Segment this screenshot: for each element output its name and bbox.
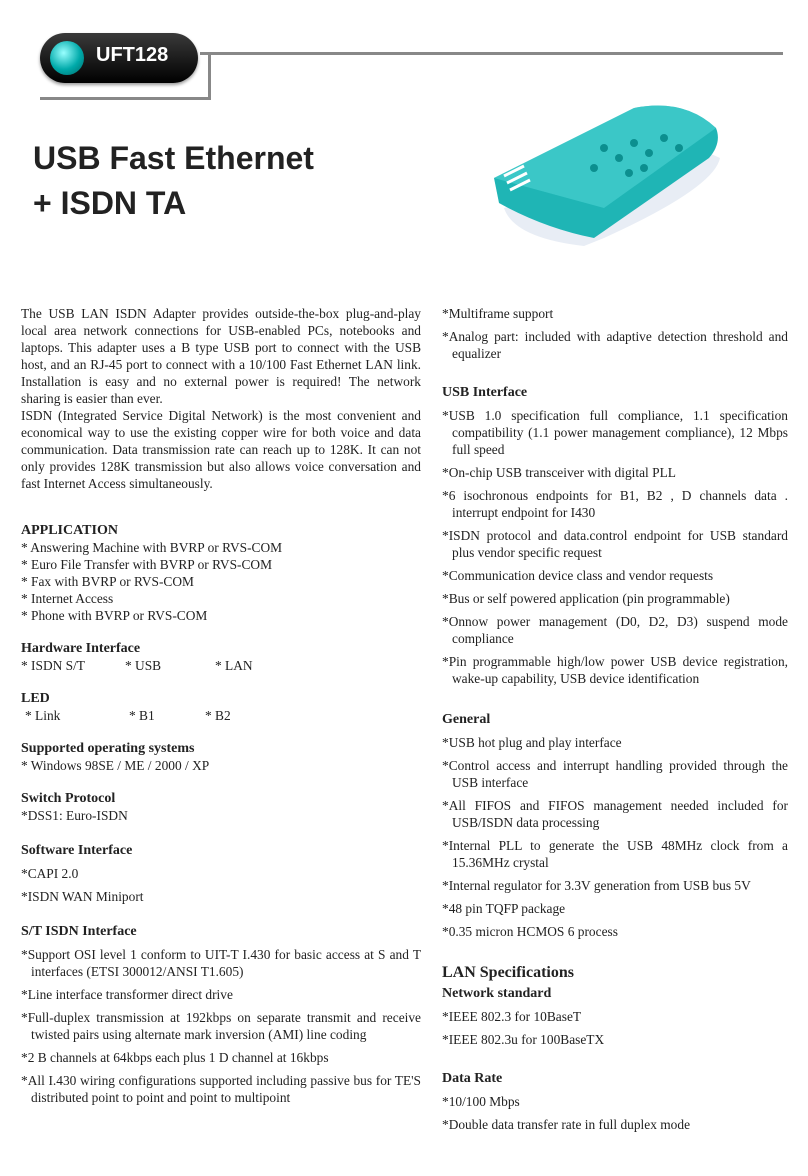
st-heading: S/T ISDN Interface bbox=[21, 924, 137, 939]
hardware-items bbox=[21, 657, 421, 674]
general-heading: General bbox=[442, 712, 491, 727]
hardware-item-isdn: * ISDN S/T bbox=[21, 658, 85, 673]
usb-item: *Onnow power management (D0, D2, D3) suspend mode compliance bbox=[442, 614, 788, 646]
network-item: *IEEE 802.3 for 10BaseT bbox=[442, 1009, 582, 1024]
model-badge bbox=[40, 33, 198, 83]
application-item: * Euro File Transfer with BVRP or RVS-COM bbox=[21, 557, 273, 572]
usb-item: *Bus or self powered application (pin programmable) bbox=[442, 591, 730, 606]
title-line-2: + ISDN TA bbox=[33, 185, 187, 221]
general-item: *Internal regulator for 3.3V generation from USB bus 5V bbox=[442, 878, 751, 893]
st-item-continued: *Multiframe support bbox=[442, 306, 554, 321]
page-title bbox=[33, 136, 314, 226]
header-rule-vertical bbox=[208, 52, 211, 100]
badge-dot-icon bbox=[50, 41, 84, 75]
application-item: * Phone with BVRP or RVS-COM bbox=[21, 608, 208, 623]
usb-item: *On-chip USB transceiver with digital PLL bbox=[442, 465, 676, 480]
usb-item: *Pin programmable high/low power USB device registration, wake-up capability, USB device identification bbox=[442, 654, 788, 686]
usb-item: *Communication device class and vendor requests bbox=[442, 568, 714, 583]
intro-paragraph-2: ISDN (Integrated Service Digital Network) is the most convenient and economical way to use the existing copper wire for both voice and data communication. Data transmission rate can reach up to 128K. It can not only provides 128K transmission but also allows voice conversation and fast Internet Access simultaneously. bbox=[21, 408, 421, 491]
hardware-item-usb: * USB bbox=[125, 658, 162, 673]
network-standard-heading: Network standard bbox=[442, 986, 552, 1001]
header-rule bbox=[200, 52, 783, 55]
left-column bbox=[21, 305, 421, 1106]
st-item: *Full-duplex transmission at 192kbps on separate transmit and receive twisted pairs using alternate mark inversion (AMI) line coding bbox=[21, 1010, 421, 1042]
software-item: *CAPI 2.0 bbox=[21, 866, 79, 881]
st-item-continued: *Analog part: included with adaptive detection threshold and equalizer bbox=[442, 329, 788, 361]
os-heading: Supported operating systems bbox=[21, 741, 195, 756]
network-item: *IEEE 802.3u for 100BaseTX bbox=[442, 1032, 605, 1047]
title-line-1: USB Fast Ethernet bbox=[33, 140, 314, 176]
header-rule-bottom bbox=[40, 97, 211, 100]
right-column bbox=[442, 305, 788, 1133]
switch-text: *DSS1: Euro-ISDN bbox=[21, 808, 128, 823]
usb-item: *6 isochronous endpoints for B1, B2 , D channels data . interrupt endpoint for I430 bbox=[442, 488, 788, 520]
hardware-item-lan: * LAN bbox=[215, 658, 253, 673]
lan-heading: LAN Specifications bbox=[442, 964, 574, 981]
model-label: UFT128 bbox=[96, 44, 169, 66]
general-item: *0.35 micron HCMOS 6 process bbox=[442, 924, 618, 939]
general-item: *Control access and interrupt handling provided through the USB interface bbox=[442, 758, 788, 790]
intro-paragraph-1: The USB LAN ISDN Adapter provides outside-the-box plug-and-play local area network connections for USB-enabled PCs, notebooks and laptops. This adapter uses a B type USB port to connect with the USB host, and an RJ-45 port to connect with a 10/100 Fast Ethernet LAN link. Installation is easy and no external power is required! The network sharing is easier than ever. bbox=[21, 306, 421, 406]
led-item-link: * Link bbox=[25, 708, 61, 723]
general-item: *48 pin TQFP package bbox=[442, 901, 566, 916]
led-item-b1: * B1 bbox=[129, 708, 155, 723]
st-item: *Line interface transformer direct drive bbox=[21, 987, 233, 1002]
software-heading: Software Interface bbox=[21, 843, 133, 858]
st-item: *All I.430 wiring configurations supported including passive bus for TE'S distributed point to point and point to multipoint bbox=[21, 1073, 421, 1105]
general-item: *USB hot plug and play interface bbox=[442, 735, 622, 750]
application-item: * Fax with BVRP or RVS-COM bbox=[21, 574, 194, 589]
application-heading: APPLICATION bbox=[21, 523, 118, 538]
usb-item: *USB 1.0 specification full compliance, 1.1 specification compatibility (1.1 power management compliance), 12 Mbps full speed bbox=[442, 408, 788, 457]
general-item: *All FIFOS and FIFOS management needed included for USB/ISDN data processing bbox=[442, 798, 788, 830]
led-item-b2: * B2 bbox=[205, 708, 231, 723]
usb-item: *ISDN protocol and data.control endpoint for USB standard plus vendor specific request bbox=[442, 528, 788, 560]
rate-item: *10/100 Mbps bbox=[442, 1094, 520, 1109]
usb-adapter-image bbox=[484, 98, 724, 248]
led-heading: LED bbox=[21, 691, 50, 706]
st-item: *Support OSI level 1 conform to UIT-T I.430 for basic access at S and T interfaces (ETSI 300012/ANSI T1.605) bbox=[21, 947, 421, 979]
os-text: * Windows 98SE / ME / 2000 / XP bbox=[21, 758, 210, 773]
software-item: *ISDN WAN Miniport bbox=[21, 889, 144, 904]
led-items bbox=[21, 707, 421, 724]
general-item: *Internal PLL to generate the USB 48MHz clock from a 15.36MHz crystal bbox=[442, 838, 788, 870]
usb-heading: USB Interface bbox=[442, 385, 528, 400]
switch-heading: Switch Protocol bbox=[21, 791, 116, 806]
data-rate-heading: Data Rate bbox=[442, 1071, 503, 1086]
hardware-heading: Hardware Interface bbox=[21, 641, 141, 656]
st-item: *2 B channels at 64kbps each plus 1 D channel at 16kbps bbox=[21, 1050, 329, 1065]
application-item: * Answering Machine with BVRP or RVS-COM bbox=[21, 540, 283, 555]
rate-item: *Double data transfer rate in full duplex mode bbox=[442, 1117, 691, 1132]
application-item: * Internet Access bbox=[21, 591, 114, 606]
